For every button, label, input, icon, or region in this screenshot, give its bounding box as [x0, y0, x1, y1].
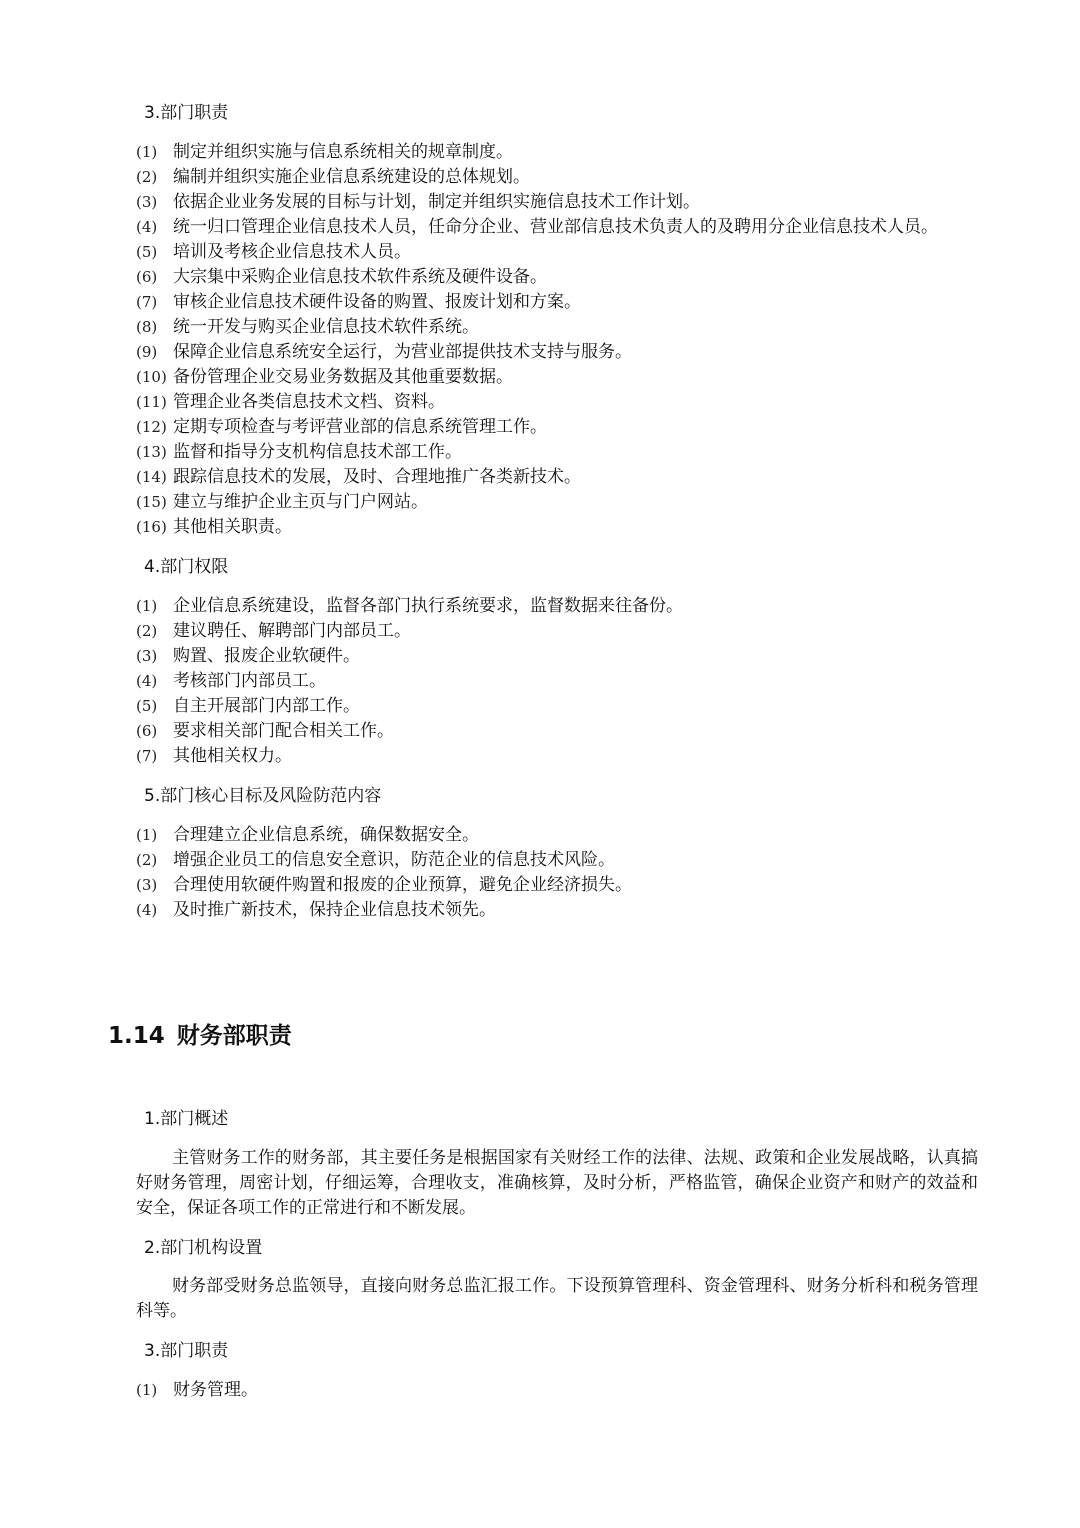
list-item-text: 合理建立企业信息系统，确保数据安全。: [173, 825, 479, 845]
list-item-number: (4): [136, 672, 158, 690]
list-item-number: (3): [136, 647, 158, 665]
list-item-number: (14): [136, 468, 167, 486]
list-item-text: 培训及考核企业信息技术人员。: [173, 242, 411, 262]
authority-list: [136, 594, 683, 769]
list-item: [136, 594, 683, 619]
list-item-text: 自主开展部门内部工作。: [173, 696, 360, 716]
list-item: [136, 515, 938, 540]
list-item-text: 建议聘任、解聘部门内部员工。: [173, 621, 411, 641]
list-item-number: (9): [136, 343, 158, 361]
list-item-number: (7): [136, 293, 158, 311]
list-item-number: (7): [136, 747, 158, 765]
list-item: [136, 440, 938, 465]
list-item-text: 考核部门内部员工。: [173, 671, 326, 691]
section-heading-authority: 4.部门权限: [144, 557, 229, 577]
list-item-text: 统一归口管理企业信息技术人员，任命分企业、营业部信息技术负责人的及聘用分企业信息技术人员。: [173, 217, 938, 237]
list-item-text: 审核企业信息技术硬件设备的购置、报废计划和方案。: [173, 292, 581, 312]
list-item-number: (2): [136, 851, 158, 869]
list-item: [136, 165, 938, 190]
list-item-number: (5): [136, 697, 158, 715]
core-goals-list: [136, 823, 632, 923]
list-item: [136, 240, 938, 265]
list-item-text: 备份管理企业交易业务数据及其他重要数据。: [173, 367, 513, 387]
list-item-number: (8): [136, 318, 158, 336]
list-item-number: (10): [136, 368, 167, 386]
list-item-text: 购置、报废企业软硬件。: [173, 646, 360, 666]
list-item-number: (6): [136, 722, 158, 740]
list-item-text: 跟踪信息技术的发展，及时、合理地推广各类新技术。: [173, 467, 581, 487]
list-item-number: (2): [136, 622, 158, 640]
list-item: [136, 490, 938, 515]
list-item-text: 制定并组织实施与信息系统相关的规章制度。: [173, 142, 513, 162]
list-item: [136, 290, 938, 315]
list-item: [136, 265, 938, 290]
list-item-number: (1): [136, 1381, 158, 1399]
list-item-number: (11): [136, 393, 167, 411]
list-item: [136, 669, 683, 694]
finance-section-number: 1.14: [108, 1023, 165, 1049]
list-item-text: 统一开发与购买企业信息技术软件系统。: [173, 317, 479, 337]
list-item-text: 建立与维护企业主页与门户网站。: [173, 492, 428, 512]
list-item: [136, 365, 938, 390]
finance-duties-heading: 3.部门职责: [144, 1341, 229, 1361]
list-item: [136, 415, 938, 440]
section-heading-duties: 3.部门职责: [144, 103, 229, 123]
list-item: [136, 719, 683, 744]
list-item-number: (1): [136, 597, 158, 615]
list-item: [136, 1378, 258, 1403]
duties-list: [136, 140, 938, 540]
list-item-number: (15): [136, 493, 167, 511]
list-item-number: (5): [136, 243, 158, 261]
list-item: [136, 873, 632, 898]
finance-duties-list: [136, 1378, 258, 1403]
list-item: [136, 644, 683, 669]
list-item: [136, 694, 683, 719]
list-item: [136, 390, 938, 415]
list-item-number: (2): [136, 168, 158, 186]
list-item-number: (16): [136, 518, 167, 536]
list-item: [136, 619, 683, 644]
list-item-number: (1): [136, 143, 158, 161]
list-item-text: 保障企业信息系统安全运行，为营业部提供技术支持与服务。: [173, 342, 632, 362]
list-item-text: 监督和指导分支机构信息技术部工作。: [173, 442, 462, 462]
list-item-text: 要求相关部门配合相关工作。: [173, 721, 394, 741]
finance-overview-heading: 1.部门概述: [144, 1109, 229, 1129]
list-item: [136, 465, 938, 490]
list-item: [136, 215, 938, 240]
list-item-text: 大宗集中采购企业信息技术软件系统及硬件设备。: [173, 267, 547, 287]
list-item: [136, 140, 938, 165]
list-item: [136, 898, 632, 923]
list-item-text: 依据企业业务发展的目标与计划，制定并组织实施信息技术工作计划。: [173, 192, 700, 212]
list-item-number: (4): [136, 901, 158, 919]
list-item-number: (3): [136, 876, 158, 894]
list-item-text: 合理使用软硬件购置和报废的企业预算，避免企业经济损失。: [173, 875, 632, 895]
list-item: [136, 190, 938, 215]
finance-section-title: [108, 1020, 292, 1052]
list-item-text: 企业信息系统建设，监督各部门执行系统要求，监督数据来往备份。: [173, 596, 683, 616]
list-item-text: 定期专项检查与考评营业部的信息系统管理工作。: [173, 417, 547, 437]
list-item-number: (13): [136, 443, 167, 461]
list-item: [136, 823, 632, 848]
finance-structure-paragraph: 财务部受财务总监领导，直接向财务总监汇报工作。下设预算管理科、资金管理科、财务分析科和税务管理科等。: [136, 1276, 978, 1321]
finance-overview-paragraph: 主管财务工作的财务部，其主要任务是根据国家有关财经工作的法律、法规、政策和企业发展战略，认真搞好财务管理，周密计划，仔细运筹，合理收支，准确核算，及时分析，严格监管，确保企业资产和财产的效益和安全，保证各项工作的正常进行和不断发展。: [136, 1148, 978, 1218]
list-item-text: 其他相关权力。: [173, 746, 292, 766]
list-item: [136, 848, 632, 873]
list-item-text: 其他相关职责。: [173, 517, 292, 537]
list-item-text: 增强企业员工的信息安全意识，防范企业的信息技术风险。: [173, 850, 615, 870]
list-item: [136, 315, 938, 340]
list-item-number: (4): [136, 218, 158, 236]
list-item-number: (1): [136, 826, 158, 844]
list-item-text: 及时推广新技术，保持企业信息技术领先。: [173, 900, 496, 920]
section-heading-core-goals: 5.部门核心目标及风险防范内容: [144, 786, 382, 806]
finance-structure-heading: 2.部门机构设置: [144, 1238, 263, 1258]
list-item: [136, 744, 683, 769]
list-item: [136, 340, 938, 365]
list-item-number: (3): [136, 193, 158, 211]
finance-section-name: 财务部职责: [176, 1023, 292, 1049]
list-item-text: 管理企业各类信息技术文档、资料。: [173, 392, 445, 412]
list-item-text: 编制并组织实施企业信息系统建设的总体规划。: [173, 167, 530, 187]
list-item-text: 财务管理。: [173, 1380, 258, 1400]
list-item-number: (6): [136, 268, 158, 286]
list-item-number: (12): [136, 418, 167, 436]
